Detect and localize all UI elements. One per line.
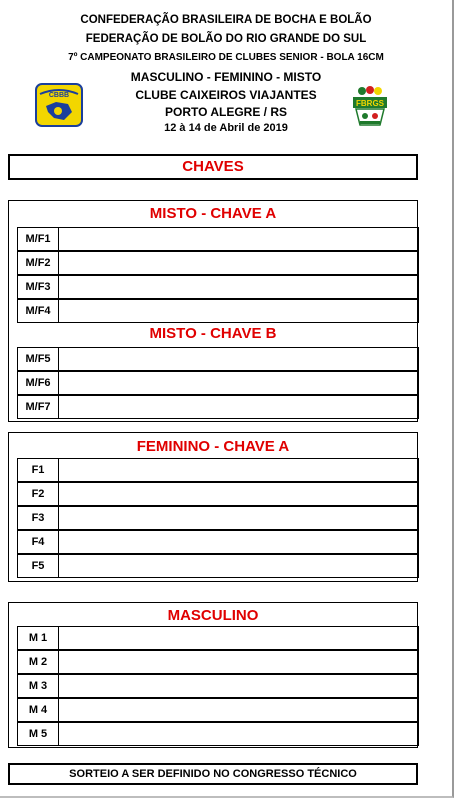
svg-text:CBBB: CBBB [48, 92, 70, 99]
team-name-cell [58, 459, 418, 481]
table-row [17, 251, 419, 275]
row-label: F5 [31, 560, 45, 572]
table-row [17, 650, 419, 674]
misto-chave-a-title: MISTO - CHAVE A [149, 205, 277, 222]
table-row [17, 554, 419, 578]
row-label: M/F5 [25, 353, 51, 365]
header-line-dates: 12 à 14 de Abril de 2019 [164, 122, 288, 134]
row-label: M 4 [28, 704, 48, 716]
team-name-cell [58, 531, 418, 553]
feminino-chave-a-title: FEMININO - CHAVE A [136, 438, 290, 455]
table-row [17, 371, 419, 395]
row-label: M 3 [28, 680, 48, 692]
team-name-cell [58, 252, 418, 274]
row-label: F3 [31, 512, 45, 524]
table-row [17, 227, 419, 251]
row-label: M/F2 [25, 257, 51, 269]
row-label: F1 [31, 464, 45, 476]
table-row [17, 698, 419, 722]
team-name-cell [58, 228, 418, 250]
row-label: F2 [31, 488, 45, 500]
team-name-cell [58, 555, 418, 577]
header-line-club: CLUBE CAIXEIROS VIAJANTES [135, 88, 317, 102]
table-row [17, 626, 419, 650]
team-name-cell [58, 651, 418, 673]
table-row [17, 347, 419, 371]
masculino-title: MASCULINO [167, 607, 259, 624]
table-row [17, 482, 419, 506]
team-name-cell [58, 396, 418, 418]
table-row [17, 722, 419, 746]
team-name-cell [58, 276, 418, 298]
header-line-confederation: CONFEDERAÇÃO BRASILEIRA DE BOCHA E BOLÃO [80, 14, 372, 26]
row-label: M 1 [28, 632, 48, 644]
row-label: M 5 [28, 728, 48, 740]
fbrgs-logo [350, 85, 390, 129]
team-name-cell [58, 483, 418, 505]
team-name-cell [58, 507, 418, 529]
row-label: M/F4 [25, 305, 51, 317]
row-label: M/F6 [25, 377, 51, 389]
row-label: M/F3 [25, 281, 51, 293]
table-row [17, 275, 419, 299]
misto-section [8, 200, 418, 422]
team-name-cell [58, 300, 418, 322]
chaves-title-box [8, 154, 418, 180]
row-label: M 2 [28, 656, 48, 668]
team-name-cell [58, 348, 418, 370]
footer-note: SORTEIO A SER DEFINIDO NO CONGRESSO TÉCNICO [8, 763, 418, 785]
team-name-cell [58, 723, 418, 745]
table-row [17, 506, 419, 530]
table-row [17, 458, 419, 482]
cbbb-logo [34, 82, 84, 128]
svg-text:FBRGS: FBRGS [356, 99, 384, 108]
masculino-section [8, 602, 418, 748]
team-name-cell [58, 372, 418, 394]
header-line-city: PORTO ALEGRE / RS [164, 105, 287, 119]
team-name-cell [58, 627, 418, 649]
misto-chave-b-title: MISTO - CHAVE B [149, 325, 277, 342]
team-name-cell [58, 699, 418, 721]
table-row [17, 299, 419, 323]
table-row [17, 674, 419, 698]
row-label: F4 [31, 536, 45, 548]
header-line-federation: FEDERAÇÃO DE BOLÃO DO RIO GRANDE DO SUL [85, 33, 367, 45]
table-row [17, 530, 419, 554]
chaves-title: CHAVES [182, 158, 244, 175]
table-row [17, 395, 419, 419]
header-line-championship: 7º CAMPEONATO BRASILEIRO DE CLUBES SENIOR - BOLA 16CM [68, 52, 384, 63]
row-label: M/F1 [25, 233, 51, 245]
team-name-cell [58, 675, 418, 697]
feminino-section [8, 432, 418, 582]
header-line-categories: MASCULINO - FEMININO - MISTO [130, 70, 322, 84]
row-label: M/F7 [25, 401, 51, 413]
